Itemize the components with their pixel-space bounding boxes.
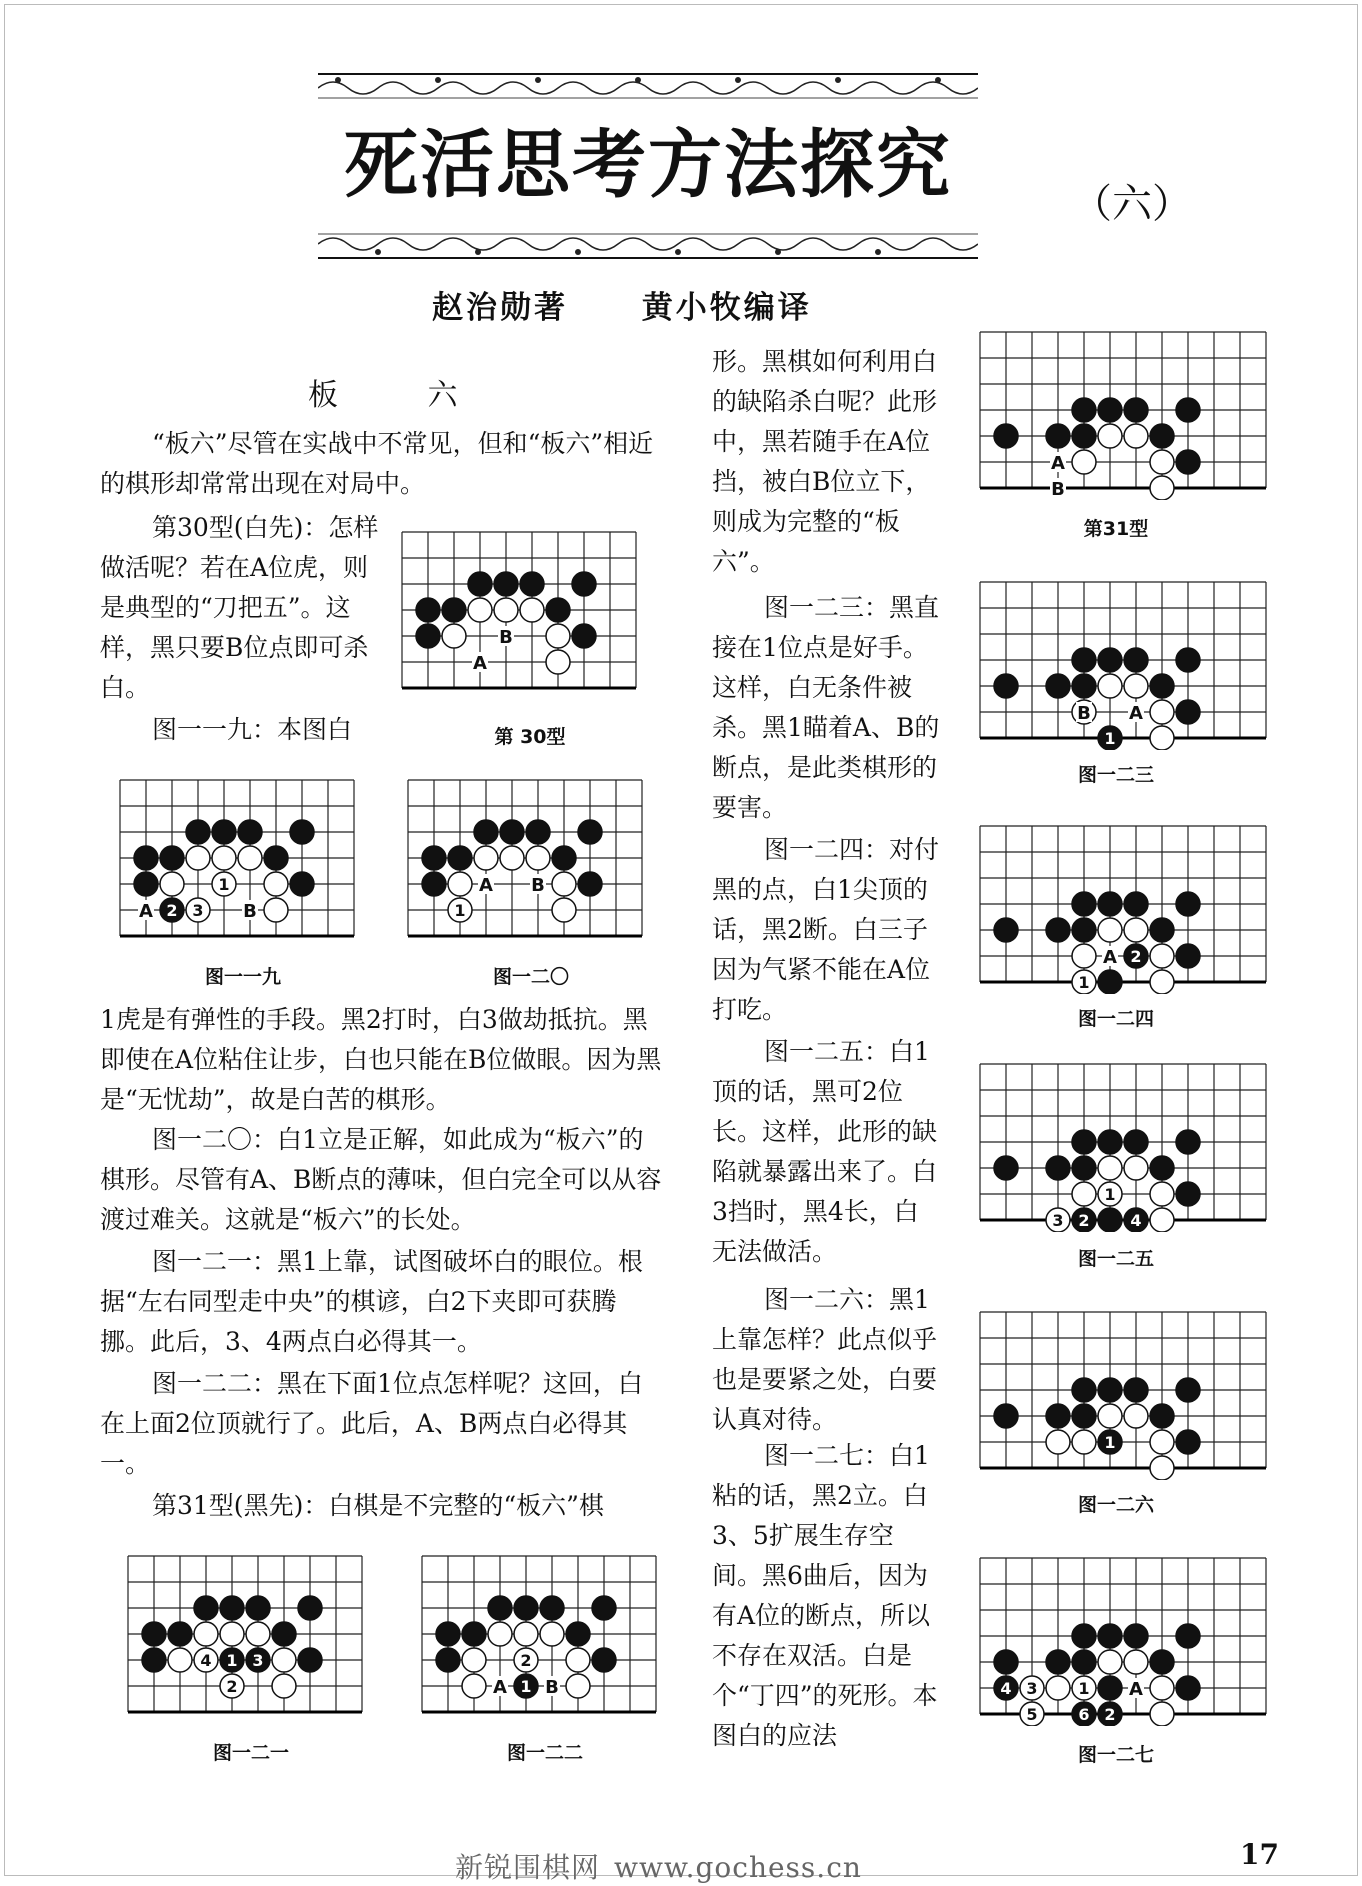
white-stone — [566, 1674, 590, 1698]
watermark — [455, 1846, 862, 1886]
black-stone — [468, 572, 492, 596]
white-stone — [272, 1674, 296, 1698]
black-stone — [134, 872, 158, 896]
white-stone — [272, 1648, 296, 1672]
point-label: A — [493, 1677, 507, 1698]
move-number: 1 — [1104, 1433, 1116, 1452]
paragraph-diagram-121: 图一二一：黑1上靠，试图破坏白的眼位。根据“左右同型走中央”的棋谚，白2下夹即可获腾挪。此后，3、4两点白必得其一。 — [100, 1247, 643, 1356]
white-stone — [1150, 1676, 1174, 1700]
black-stone — [264, 846, 288, 870]
caption-diagram-125: 图一二五 — [1077, 1248, 1154, 1270]
black-stone — [1072, 648, 1096, 672]
paragraph-problem-31-b: 形。黑棋如何利用白的缺陷杀白呢？此形中，黑若随手在A位挡，被白B位立下，则成为完整的“板六”。 — [712, 347, 938, 576]
move-number: 3 — [1052, 1211, 1064, 1230]
black-stone — [526, 820, 550, 844]
black-stone — [1098, 648, 1122, 672]
black-stone — [566, 1622, 590, 1646]
black-stone — [572, 624, 596, 648]
move-number: 3 — [1026, 1679, 1038, 1698]
move-number: 1 — [1104, 1185, 1116, 1204]
black-stone — [994, 1650, 1018, 1674]
white-stone — [1098, 918, 1122, 942]
point-label: A — [1129, 1679, 1143, 1700]
white-stone — [500, 846, 524, 870]
white-stone — [1098, 674, 1122, 698]
black-stone — [1098, 892, 1122, 916]
black-stone — [422, 872, 446, 896]
white-stone — [1124, 1156, 1148, 1180]
white-stone — [1098, 1650, 1122, 1674]
black-stone — [290, 872, 314, 896]
point-label: A — [1103, 947, 1117, 968]
black-stone — [1046, 1156, 1070, 1180]
black-stone — [272, 1622, 296, 1646]
black-stone — [1124, 1624, 1148, 1648]
white-stone — [1098, 1156, 1122, 1180]
caption-diagram-127: 图一二七 — [1077, 1744, 1154, 1766]
white-stone — [238, 846, 262, 870]
black-stone — [1176, 1624, 1200, 1648]
white-stone — [1150, 1456, 1174, 1480]
move-number: 4 — [200, 1651, 212, 1670]
black-stone — [290, 820, 314, 844]
black-stone — [462, 1622, 486, 1646]
point-label: B — [1051, 479, 1065, 500]
paragraph-diagram-123: 图一二三：黑直接在1位点是好手。这样，白无条件被杀。黑1瞄着A、B的断点，是此类棋形的要害。 — [712, 593, 940, 822]
white-stone — [1150, 700, 1174, 724]
caption-diagram-122: 图一二二 — [506, 1742, 583, 1764]
black-stone — [520, 572, 544, 596]
paragraph-diagram-120: 图一二〇：白1立是正解，如此成为“板六”的棋形。尽管有A、B断点的薄味，但白完全可以从容渡过难关。这就是“板六”的长处。 — [100, 1125, 662, 1234]
caption-diagram-126: 图一二六 — [1077, 1494, 1154, 1516]
black-stone — [1176, 700, 1200, 724]
black-stone — [1150, 1404, 1174, 1428]
black-stone — [552, 846, 576, 870]
white-stone — [1046, 1430, 1070, 1454]
white-stone — [194, 1622, 218, 1646]
move-number: 1 — [226, 1651, 238, 1670]
black-stone — [186, 820, 210, 844]
black-stone — [994, 424, 1018, 448]
white-stone — [1150, 1430, 1174, 1454]
black-stone — [1150, 1650, 1174, 1674]
white-stone — [520, 598, 544, 622]
black-stone — [436, 1648, 460, 1672]
white-stone — [566, 1648, 590, 1672]
white-stone — [488, 1622, 512, 1646]
go-diagram-124 — [972, 816, 1274, 994]
point-label: B — [531, 875, 545, 896]
black-stone — [448, 846, 472, 870]
black-stone — [1176, 1182, 1200, 1206]
white-stone — [442, 624, 466, 648]
header-title: 死活思考方法探究 — [344, 122, 952, 208]
white-stone — [1072, 944, 1096, 968]
white-stone — [220, 1622, 244, 1646]
grid-lines — [980, 1312, 1266, 1468]
white-stone — [186, 846, 210, 870]
page-number: 17 — [1240, 1838, 1279, 1871]
go-diagram-121 — [120, 1546, 382, 1724]
black-stone — [1150, 674, 1174, 698]
point-label: B — [545, 1677, 559, 1698]
black-stone — [1098, 398, 1122, 422]
move-number: 2 — [1078, 1211, 1090, 1230]
grid-lines — [980, 1064, 1266, 1220]
black-stone — [488, 1596, 512, 1620]
black-stone — [1072, 1378, 1096, 1402]
black-stone — [1072, 892, 1096, 916]
move-number: 2 — [520, 1651, 532, 1670]
black-stone — [1072, 398, 1096, 422]
black-stone — [578, 872, 602, 896]
black-stone — [592, 1596, 616, 1620]
grid-lines — [980, 826, 1266, 982]
white-stone — [540, 1622, 564, 1646]
white-stone — [1098, 1404, 1122, 1428]
black-stone — [1098, 970, 1122, 994]
section-title: 板 六 — [308, 378, 498, 413]
white-stone — [514, 1622, 538, 1646]
white-stone — [212, 846, 236, 870]
move-number: 1 — [1078, 1679, 1090, 1698]
black-stone — [220, 1596, 244, 1620]
black-stone — [1124, 1378, 1148, 1402]
paragraph-intro: “板六”尽管在实战中不常见，但和“板六”相近的棋形却常常出现在对局中。 — [100, 429, 654, 498]
white-stone — [1124, 424, 1148, 448]
go-diagram-123 — [972, 572, 1274, 750]
go-diagram-122 — [414, 1546, 676, 1724]
point-label: A — [473, 653, 487, 674]
black-stone — [474, 820, 498, 844]
white-stone — [264, 898, 288, 922]
black-stone — [442, 598, 466, 622]
move-number: 1 — [454, 901, 466, 920]
move-number: 2 — [166, 901, 178, 920]
white-stone — [1098, 424, 1122, 448]
black-stone — [540, 1596, 564, 1620]
move-number: 2 — [1130, 947, 1142, 966]
move-number: 4 — [1130, 1211, 1142, 1230]
black-stone — [994, 1404, 1018, 1428]
point-label: B — [1077, 703, 1091, 724]
white-stone — [1150, 970, 1174, 994]
black-stone — [1176, 892, 1200, 916]
white-stone — [448, 872, 472, 896]
black-stone — [1176, 450, 1200, 474]
white-stone — [246, 1622, 270, 1646]
white-stone — [1124, 1650, 1148, 1674]
white-stone — [546, 624, 570, 648]
point-label: B — [243, 901, 257, 922]
go-diagram-120 — [400, 770, 662, 948]
black-stone — [1098, 1676, 1122, 1700]
go-diagram-119 — [112, 770, 374, 948]
white-stone — [1124, 674, 1148, 698]
point-label: A — [1129, 703, 1143, 724]
go-diagram-30 — [394, 522, 656, 700]
white-stone — [264, 872, 288, 896]
go-diagram-31 — [972, 322, 1274, 500]
black-stone — [1124, 892, 1148, 916]
paragraph-diagram-125: 图一二五：白1顶的话，黑可2位长。这样，此形的缺陷就暴露出来了。白3挡时，黑4长，白无法做活。 — [712, 1037, 938, 1266]
white-stone — [1072, 1430, 1096, 1454]
move-number: 1 — [520, 1677, 532, 1696]
grid-lines — [980, 582, 1266, 738]
black-stone — [238, 820, 262, 844]
black-stone — [1176, 398, 1200, 422]
white-stone — [1150, 476, 1174, 500]
black-stone — [1098, 1624, 1122, 1648]
black-stone — [1150, 424, 1174, 448]
black-stone — [1072, 674, 1096, 698]
white-stone — [1150, 1702, 1174, 1726]
white-stone — [1150, 726, 1174, 750]
black-stone — [546, 598, 570, 622]
white-stone — [1072, 450, 1096, 474]
caption-diagram-120: 图一二〇 — [492, 966, 569, 988]
move-number: 1 — [1078, 973, 1090, 992]
black-stone — [578, 820, 602, 844]
black-stone — [1176, 1130, 1200, 1154]
white-stone — [1150, 1208, 1174, 1232]
black-stone — [1046, 1404, 1070, 1428]
black-stone — [514, 1596, 538, 1620]
white-stone — [1124, 918, 1148, 942]
white-stone — [168, 1648, 192, 1672]
black-stone — [1098, 1378, 1122, 1402]
white-stone — [160, 872, 184, 896]
caption-problem-30: 第 30型 — [494, 726, 566, 748]
go-diagram-126 — [972, 1302, 1274, 1480]
white-stone — [474, 846, 498, 870]
point-label: A — [479, 875, 493, 896]
black-stone — [1072, 424, 1096, 448]
black-stone — [994, 674, 1018, 698]
black-stone — [494, 572, 518, 596]
black-stone — [1150, 918, 1174, 942]
header-banner — [318, 68, 978, 264]
point-label: B — [499, 627, 513, 648]
black-stone — [1124, 648, 1148, 672]
authors-line: 赵治勋著 黄小牧编译 — [432, 290, 812, 326]
black-stone — [994, 918, 1018, 942]
go-diagram-125 — [972, 1054, 1274, 1232]
move-number: 3 — [192, 901, 204, 920]
paragraph-diagram-119-a: 图一一九：本图白 — [152, 715, 353, 744]
black-stone — [994, 1156, 1018, 1180]
watermark-site: 新锐围棋网 — [455, 1851, 601, 1884]
black-stone — [1072, 1650, 1096, 1674]
paragraph-problem-31-a: 第31型(黑先)：白棋是不完整的“板六”棋 — [152, 1491, 604, 1520]
black-stone — [1176, 1378, 1200, 1402]
black-stone — [1046, 918, 1070, 942]
black-stone — [160, 846, 184, 870]
black-stone — [1176, 648, 1200, 672]
black-stone — [142, 1622, 166, 1646]
white-stone — [1150, 944, 1174, 968]
move-number: 1 — [1104, 729, 1116, 748]
black-stone — [142, 1648, 166, 1672]
move-number: 2 — [1104, 1705, 1116, 1724]
white-stone — [1046, 1676, 1070, 1700]
black-stone — [1072, 1404, 1096, 1428]
black-stone — [1150, 1156, 1174, 1180]
white-stone — [462, 1674, 486, 1698]
black-stone — [194, 1596, 218, 1620]
paragraph-problem-30: 第30型(白先)：怎样做活呢？若在A位虎，则是典型的“刀把五”。这样，黑只要B位点即可杀白。 — [100, 513, 379, 702]
black-stone — [500, 820, 524, 844]
black-stone — [212, 820, 236, 844]
black-stone — [168, 1622, 192, 1646]
point-label: A — [1051, 453, 1065, 474]
caption-diagram-121: 图一二一 — [212, 1742, 289, 1764]
black-stone — [298, 1596, 322, 1620]
paragraph-diagram-124: 图一二四：对付黑的点，白1尖顶的话，黑2断。白三子因为气紧不能在A位打吃。 — [712, 835, 940, 1024]
white-stone — [546, 650, 570, 674]
move-number: 1 — [218, 875, 230, 894]
black-stone — [1124, 398, 1148, 422]
black-stone — [1046, 1650, 1070, 1674]
series-number: （六） — [1072, 181, 1192, 227]
paragraph-diagram-127: 图一二七：白1粘的话，黑2立。白3、5扩展生存空间。黑6曲后，因为有A位的断点，所以不存在双活。白是个“丁四”的死形。本图白的应法 — [712, 1441, 938, 1750]
black-stone — [1072, 1624, 1096, 1648]
black-stone — [1176, 1676, 1200, 1700]
caption-problem-31: 第31型 — [1083, 518, 1149, 540]
black-stone — [1124, 1130, 1148, 1154]
white-stone — [494, 598, 518, 622]
paragraph-diagram-122: 图一二二：黑在下面1位点怎样呢？这回，白在上面2位顶就行了。此后，A、B两点白必得其一。 — [100, 1369, 643, 1478]
black-stone — [134, 846, 158, 870]
paragraph-diagram-126: 图一二六：黑1上靠怎样？此点似乎也是要紧之处，白要认真对待。 — [712, 1285, 938, 1434]
black-stone — [572, 572, 596, 596]
go-diagram-127 — [972, 1548, 1274, 1726]
black-stone — [436, 1622, 460, 1646]
black-stone — [1046, 674, 1070, 698]
white-stone — [552, 872, 576, 896]
move-number: 3 — [252, 1651, 264, 1670]
caption-diagram-119: 图一一九 — [204, 966, 281, 988]
black-stone — [1046, 424, 1070, 448]
white-stone — [1150, 1182, 1174, 1206]
black-stone — [1176, 944, 1200, 968]
watermark-url: www.gochess.cn — [614, 1851, 862, 1884]
white-stone — [468, 598, 492, 622]
white-stone — [526, 846, 550, 870]
black-stone — [416, 624, 440, 648]
black-stone — [246, 1596, 270, 1620]
black-stone — [1072, 1130, 1096, 1154]
white-stone — [1072, 1182, 1096, 1206]
move-number: 4 — [1000, 1679, 1012, 1698]
black-stone — [1098, 1208, 1122, 1232]
black-stone — [592, 1648, 616, 1672]
white-stone — [1150, 450, 1174, 474]
black-stone — [416, 598, 440, 622]
black-stone — [1176, 1430, 1200, 1454]
move-number: 6 — [1078, 1705, 1090, 1724]
black-stone — [1098, 1130, 1122, 1154]
move-number: 2 — [226, 1677, 238, 1696]
caption-diagram-123: 图一二三 — [1077, 764, 1154, 786]
white-stone — [1124, 1404, 1148, 1428]
paragraph-diagram-119-b: 1虎是有弹性的手段。黑2打时，白3做劫抵抗。黑即使在A位粘住让步，白也只能在B位做眼。因为黑是“无忧劫”，故是白苦的棋形。 — [100, 1005, 662, 1114]
white-stone — [552, 898, 576, 922]
move-number: 5 — [1026, 1705, 1038, 1724]
black-stone — [1072, 1156, 1096, 1180]
black-stone — [298, 1648, 322, 1672]
white-stone — [462, 1648, 486, 1672]
black-stone — [1072, 918, 1096, 942]
grid-lines — [980, 332, 1266, 488]
black-stone — [422, 846, 446, 870]
point-label: A — [139, 901, 153, 922]
caption-diagram-124: 图一二四 — [1077, 1008, 1154, 1030]
